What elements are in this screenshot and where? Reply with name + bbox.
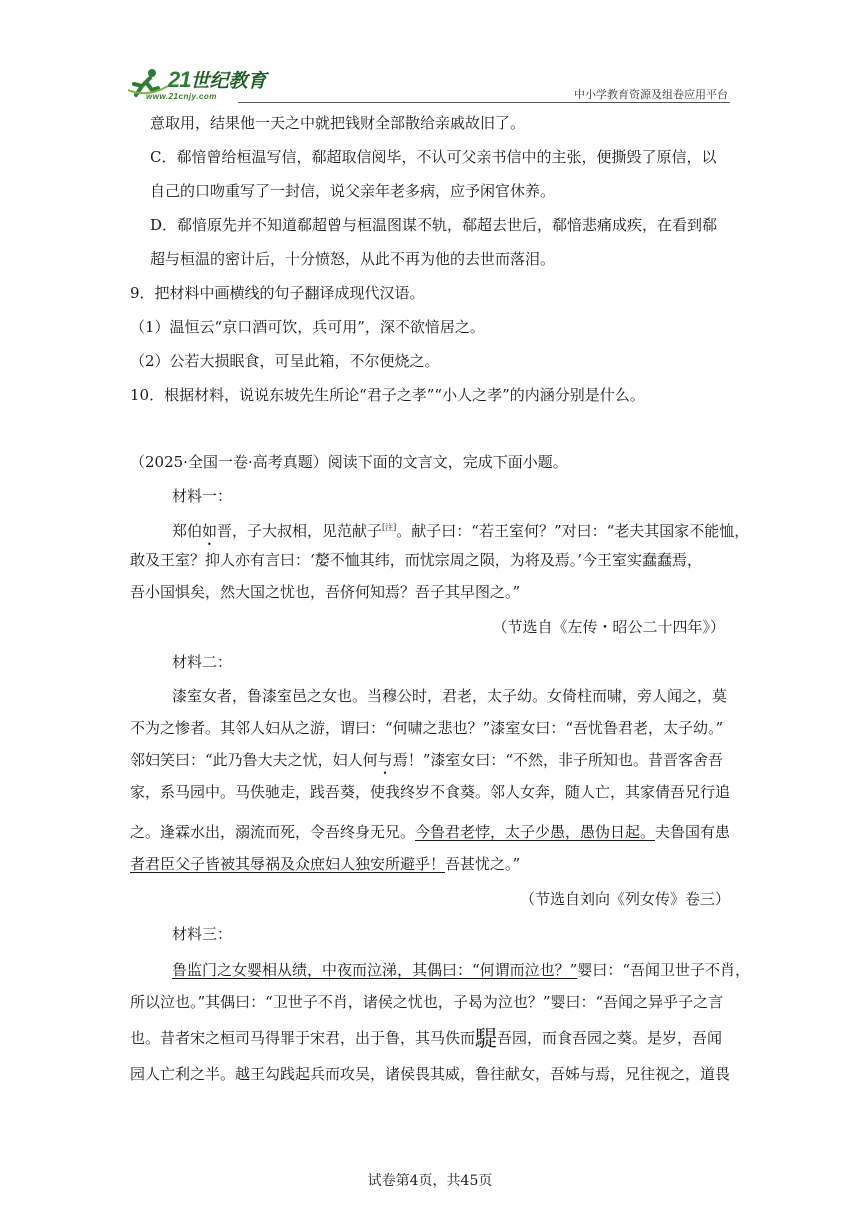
- material-2-source: （节选自刘向《列女传》卷三）: [519, 890, 730, 908]
- logo-url: www.21cnjy.com: [146, 92, 217, 101]
- material-2-line-1: 漆室女者，鲁漆室邑之女也。当穆公时，君老，太子幼。女倚柱而啸，旁人闻之，莫: [172, 687, 728, 705]
- option-d-continued: 超与桓温的密计后，十分愤怒，从此不再为他的去世而落泪。: [150, 250, 556, 268]
- logo-text: 21世纪教育: [168, 67, 267, 92]
- question-9-part-2: （2）公若大损眠食，可呈此箱，不尔便烧之。: [130, 352, 440, 370]
- option-c-continued: 自己的口吻重写了一封信，说父亲年老多病，应予闲官休养。: [150, 182, 556, 200]
- logo: [128, 64, 278, 104]
- material-2-line-5: 之。逢霖水出，溺流而死，令吾终身无兄。今鲁君老悖，太子少愚，愚伪日起。夫鲁国有患: [130, 823, 731, 841]
- material-2-line-6: 者君臣父子皆被其辱祸及众庶妇人独安所避乎！吾甚忧之。”: [130, 855, 521, 873]
- question-9-part-1: （1）温恒云“京口酒可饮，兵可用”，深不欲愔居之。: [130, 318, 485, 336]
- section-intro: （2025·全国一卷·高考真题）阅读下面的文言文，完成下面小题。: [130, 453, 568, 471]
- material-1-line-3: 吾小国惧矣，然大国之忧也，吾侪何知焉？吾子其早图之。”: [130, 583, 521, 601]
- page-footer: 试卷第4页，共45页: [367, 1173, 493, 1189]
- option-c: C．郗愔曾给桓温写信，郗超取信阅毕，不认可父亲书信中的主张，便撕毁了原信，以: [150, 148, 717, 166]
- material-1-source: （节选自《左传・昭公二十四年》）: [492, 618, 725, 636]
- header-divider: [238, 102, 730, 103]
- material-3-line-2: 所以泣也。”其偶曰：“卫世子不肖，诸侯之忧也，子曷为泣也？”婴曰：“吾闻之异乎子之言: [130, 993, 724, 1011]
- material-3-title: 材料三：: [172, 925, 233, 943]
- underlined-sentence: 鲁监门之女婴相从绩，中夜而泣涕，其偶曰：“何谓而泣也？”: [172, 961, 578, 979]
- option-b-continued: 意取用，结果他一天之中就把钱财全部散给亲戚故旧了。: [150, 114, 526, 132]
- material-3-line-1: 鲁监门之女婴相从绩，中夜而泣涕，其偶曰：“何谓而泣也？”婴曰：“吾闻卫世子不肖，: [172, 961, 751, 979]
- material-2-line-4: 家，系马园中。马佚驰走，践吾葵，使我终岁不食葵。邻人女奔，随人亡，其家倩吾兄行追: [130, 783, 731, 801]
- page-header: [128, 64, 730, 104]
- material-1-title: 材料一：: [172, 487, 233, 505]
- platform-name: 中小学教育资源及组卷应用平台: [574, 89, 728, 101]
- material-2-line-3: 邻妇笑曰：“此乃鲁大夫之忧，妇人何与焉！”漆室女曰：“不然，非子所知也。昔晋客舍吾: [130, 751, 724, 769]
- material-3-line-3: 也。昔者宋之桓司马得罪于宋君，出于鲁，其马佚而騠吾园，而食吾园之葵。是岁，吾闻: [130, 1027, 723, 1052]
- option-d: D．郗愔原先并不知道郗超曾与桓温图谋不轨，郗超去世后，郗愔悲痛成疾，在看到郗: [150, 216, 718, 234]
- material-3-line-4: 园人亡利之半。越王勾践起兵而攻吴，诸侯畏其威，鲁往献女，吾姊与焉，兄往视之，道畏: [130, 1065, 731, 1083]
- material-2-line-2: 不为之惨者。其邻人妇从之游，谓曰：“何啸之悲也？”漆室女曰：“吾忧鲁君老，太子幼。”: [130, 719, 724, 737]
- question-10: 10．根据材料，说说东坡先生所论“君子之孝”“小人之孝”的内涵分别是什么。: [130, 386, 645, 404]
- material-1-line-2: 敢及王室？抑人亦有言曰：‘嫠不恤其纬，而忧宗周之陨，为将及焉。’今王室实蠢蠢焉，: [130, 551, 703, 569]
- underlined-sentence: 今鲁君老悖，太子少愚，愚伪日起。: [415, 823, 656, 841]
- material-1-line-1: 郑伯如晋，子大叔相，见范献子[注]。献子曰：“若王室何？”对曰：“老夫其国家不能恤，: [172, 522, 750, 540]
- material-2-title: 材料二：: [172, 653, 233, 671]
- question-9: 9．把材料中画横线的句子翻译成现代汉语。: [130, 284, 425, 302]
- underlined-sentence: 者君臣父子皆被其辱祸及众庶妇人独安所避乎！: [130, 855, 446, 873]
